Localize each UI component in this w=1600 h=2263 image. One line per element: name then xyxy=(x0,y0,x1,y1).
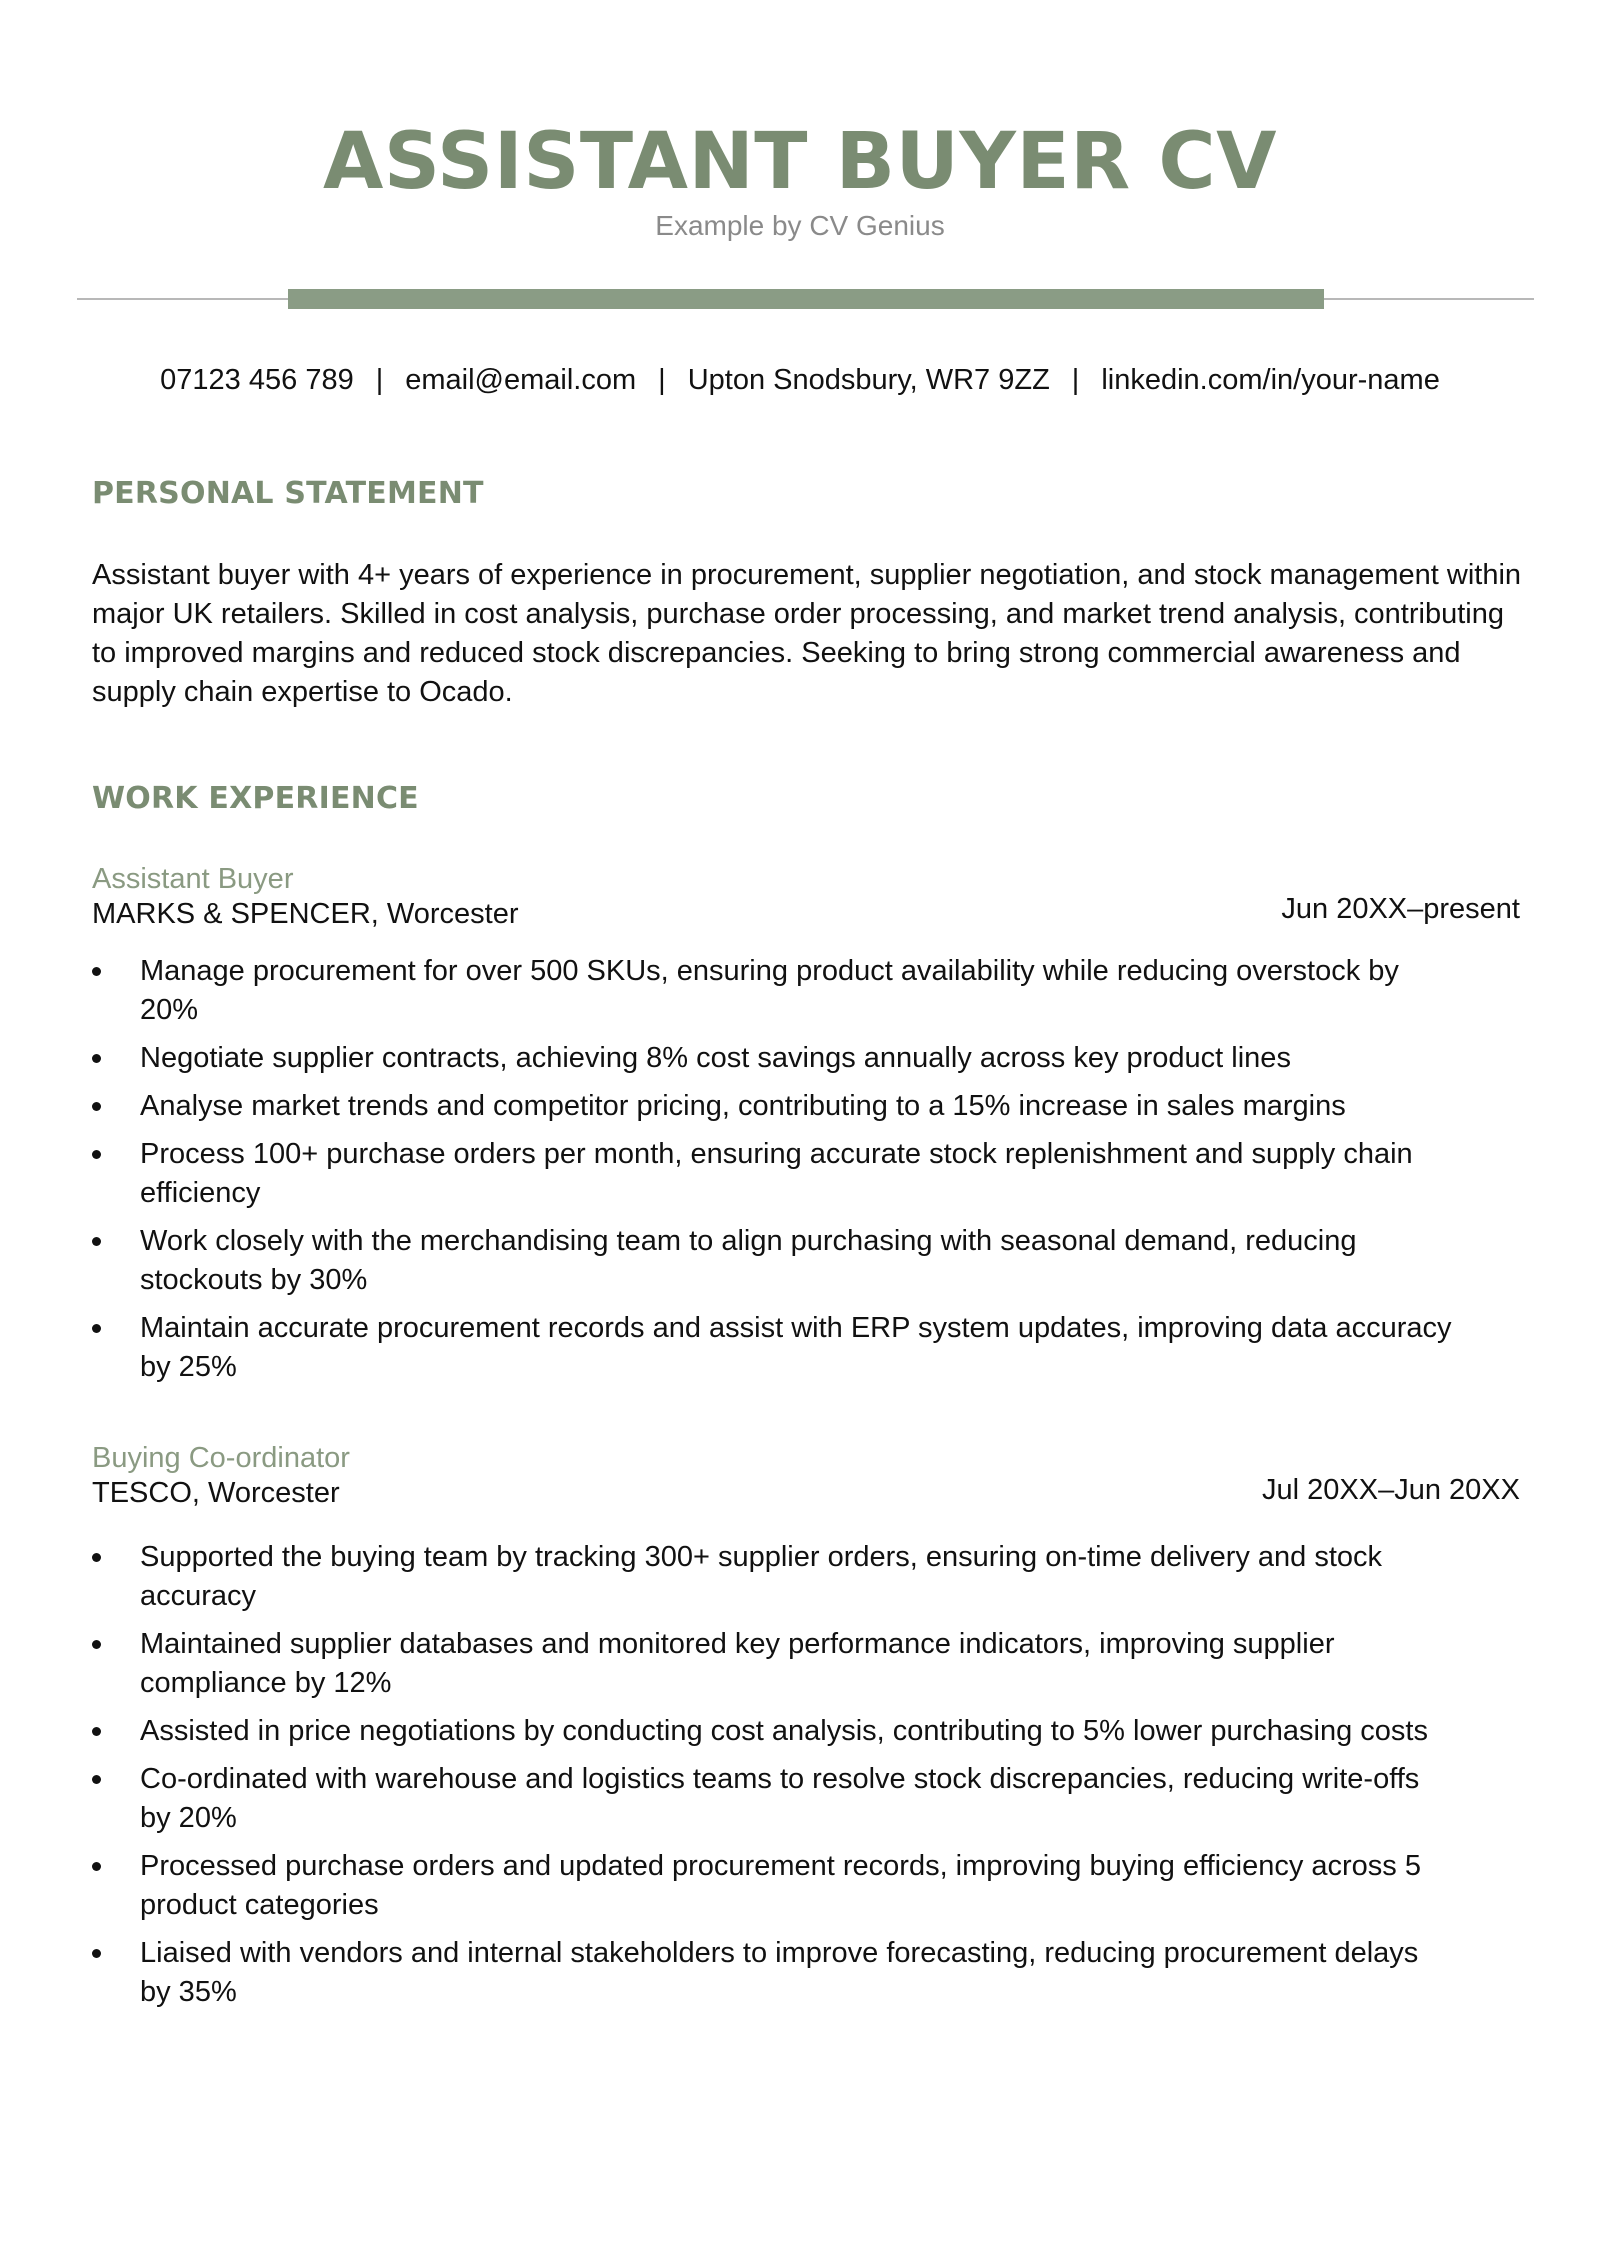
bullet-icon xyxy=(92,1054,101,1063)
bullet-text: Manage procurement for over 500 SKUs, ensuring product availability while reducing overstock by 20% xyxy=(140,955,1399,1026)
job-title: Buying Co-ordinator xyxy=(92,1442,350,1474)
job-dates: Jul 20XX–Jun 20XX xyxy=(1262,1474,1520,1506)
bullet-text: Assisted in price negotiations by conducting cost analysis, contributing to 5% lower purchasing costs xyxy=(140,1715,1428,1747)
list-item xyxy=(92,1087,1452,1126)
bullet-text: Maintained supplier databases and monitored key performance indicators, improving supplier compliance by 12% xyxy=(140,1628,1335,1699)
bullet-text: Process 100+ purchase orders per month, ensuring accurate stock replenishment and supply chain efficiency xyxy=(140,1138,1413,1209)
list-item xyxy=(92,1934,1452,2012)
bullet-icon xyxy=(92,1237,101,1246)
bullet-text: Analyse market trends and competitor pricing, contributing to a 15% increase in sales margins xyxy=(140,1090,1346,1122)
cv-title: ASSISTANT BUYER CV xyxy=(323,117,1277,207)
contact-separator: | xyxy=(1071,364,1080,396)
list-item xyxy=(92,1847,1452,1925)
bullet-icon xyxy=(92,967,101,976)
bullet-icon xyxy=(92,1553,101,1562)
contact-linkedin: linkedin.com/in/your-name xyxy=(1101,364,1440,396)
contact-phone: 07123 456 789 xyxy=(160,364,354,396)
bullet-icon xyxy=(92,1102,101,1111)
work-experience-heading: WORK EXPERIENCE xyxy=(92,781,419,816)
bullet-text: Negotiate supplier contracts, achieving 8% cost savings annually across key product lines xyxy=(140,1042,1291,1074)
list-item xyxy=(92,1760,1452,1838)
personal-statement-text: Assistant buyer with 4+ years of experience in procurement, supplier negotiation, and stock management within major UK retailers. Skilled in cost analysis, purchase order processing, and market trend analysis, contributing to improved margins and reduced stock discrepancies. Seeking to bring strong commercial awareness and supply chain expertise to Ocado. xyxy=(92,559,1522,708)
list-item xyxy=(92,1712,1452,1751)
bullet-text: Maintain accurate procurement records and assist with ERP system updates, improving data accuracy by 25% xyxy=(140,1312,1452,1383)
bullet-icon xyxy=(92,1150,101,1159)
bullet-icon xyxy=(92,1949,101,1958)
cv-subtitle: Example by CV Genius xyxy=(655,209,945,241)
list-item xyxy=(92,952,1452,1030)
bullet-icon xyxy=(92,1727,101,1736)
job-company: TESCO, Worcester xyxy=(92,1477,340,1509)
list-item xyxy=(92,1625,1452,1703)
list-item xyxy=(92,1309,1452,1387)
job-bullet-list xyxy=(92,1538,1452,2021)
contact-separator: | xyxy=(375,364,384,396)
bullet-text: Supported the buying team by tracking 300+ supplier orders, ensuring on-time delivery and stock accuracy xyxy=(140,1541,1383,1612)
list-item xyxy=(92,1039,1452,1078)
bullet-icon xyxy=(92,1862,101,1871)
contact-location: Upton Snodsbury, WR7 9ZZ xyxy=(687,364,1050,396)
bullet-text: Co-ordinated with warehouse and logistics teams to resolve stock discrepancies, reducing write-offs by 20% xyxy=(140,1763,1420,1834)
bullet-icon xyxy=(92,1775,101,1784)
job-title: Assistant Buyer xyxy=(92,863,294,895)
contact-email: email@email.com xyxy=(405,364,637,396)
list-item xyxy=(92,1135,1452,1213)
contact-separator: | xyxy=(658,364,666,396)
list-item xyxy=(92,1222,1452,1300)
bullet-icon xyxy=(92,1324,101,1333)
bullet-icon xyxy=(92,1640,101,1649)
bullet-text: Liaised with vendors and internal stakeholders to improve forecasting, reducing procurement delays by 35% xyxy=(140,1937,1419,2008)
job-bullet-list xyxy=(92,952,1452,1396)
job-dates: Jun 20XX–present xyxy=(1281,893,1520,925)
bullet-text: Processed purchase orders and updated procurement records, improving buying efficiency across 5 product categories xyxy=(140,1850,1421,1921)
personal-statement-heading: PERSONAL STATEMENT xyxy=(92,476,484,511)
cv-header xyxy=(0,117,1600,242)
header-accent-bar xyxy=(288,289,1324,309)
job-company: MARKS & SPENCER, Worcester xyxy=(92,898,519,930)
contact-line xyxy=(0,364,1600,397)
list-item xyxy=(92,1538,1452,1616)
bullet-text: Work closely with the merchandising team to align purchasing with seasonal demand, reducing stockouts by 30% xyxy=(140,1225,1357,1296)
